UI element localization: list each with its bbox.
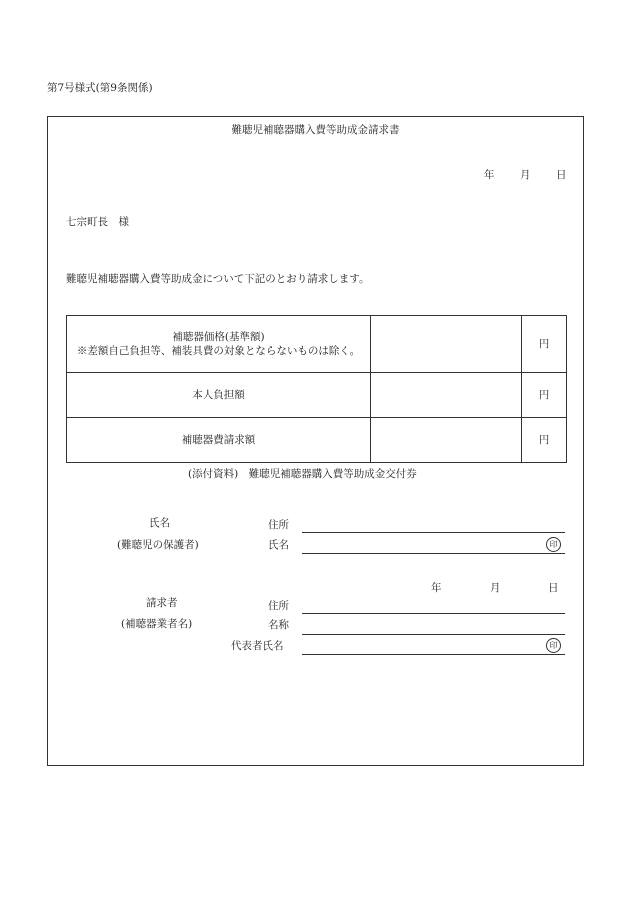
date-mid-year: 年 [431, 582, 442, 594]
claimant-address-line [302, 613, 565, 614]
guardian-label: 氏名 [149, 517, 170, 529]
row-label: 補聴器価格(基準額) [172, 331, 265, 343]
table-row [67, 373, 567, 418]
table-row [67, 316, 567, 373]
claimant-rep-line [302, 654, 565, 655]
guardian-name-label: 氏名 [268, 539, 289, 551]
addressee: 七宗町長 様 [66, 216, 129, 228]
row-label: 補聴器費請求額 [67, 418, 371, 463]
seal-mark: 印 [546, 638, 561, 653]
claimant-address-label: 住所 [268, 600, 289, 612]
claimant-sublabel: (補聴器業者名) [121, 618, 193, 630]
unit-yen: 円 [522, 316, 567, 373]
amounts-table [66, 315, 567, 463]
guardian-address-line [302, 532, 565, 533]
guardian-sublabel: (難聴児の保護者) [117, 539, 199, 551]
date-mid-month: 月 [490, 582, 501, 594]
amount-field[interactable] [371, 373, 522, 418]
claimant-company-field[interactable] [304, 617, 562, 631]
form-title: 難聴児補聴器購入費等助成金請求書 [231, 124, 400, 136]
table-row [67, 418, 567, 463]
date-mid-day: 日 [548, 582, 559, 594]
form-number: 第7号様式(第9条関係) [47, 82, 153, 94]
date-top-year: 年 [484, 169, 495, 181]
seal-mark: 印 [546, 537, 561, 552]
guardian-name-field[interactable] [304, 537, 534, 551]
claimant-rep-label: 代表者氏名 [231, 640, 284, 652]
date-top-month: 月 [520, 169, 531, 181]
guardian-name-line [302, 553, 565, 554]
attachment-note: (添付資料) 難聴児補聴器購入費等助成金交付券 [188, 468, 417, 480]
guardian-address-field[interactable] [304, 517, 562, 531]
request-statement: 難聴児補聴器購入費等助成金について下記のとおり請求します。 [66, 273, 370, 285]
row-note: ※差額自己負担等、補装具費の対象とならないものは除く。 [76, 345, 361, 357]
row-label: 本人負担額 [67, 373, 371, 418]
unit-yen: 円 [522, 418, 567, 463]
row-label-cell [67, 316, 371, 373]
claimant-company-line [302, 634, 565, 635]
date-top-day: 日 [556, 169, 567, 181]
guardian-address-label: 住所 [268, 519, 289, 531]
claimant-label: 請求者 [146, 597, 178, 609]
amount-field[interactable] [371, 316, 522, 373]
claimant-company-label: 名称 [268, 619, 289, 631]
unit-yen: 円 [522, 373, 567, 418]
claimant-rep-field[interactable] [304, 638, 534, 652]
claimant-address-field[interactable] [304, 598, 562, 612]
amount-field[interactable] [371, 418, 522, 463]
